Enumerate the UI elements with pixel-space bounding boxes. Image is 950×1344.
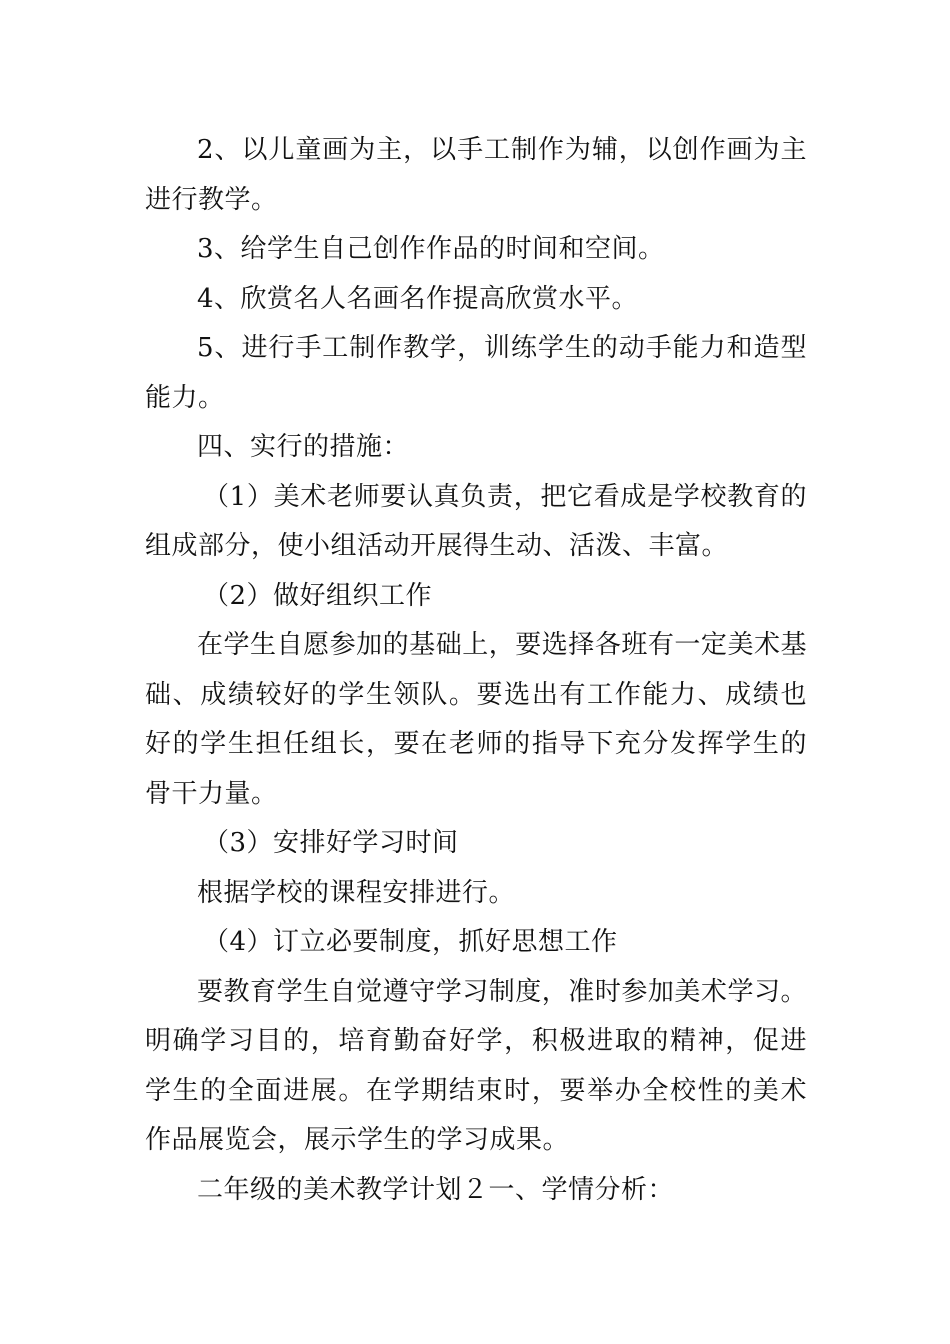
- measure-3-heading: （3）安排好学习时间: [203, 828, 459, 858]
- paragraph-item-2: 2、以儿童画为主，以手工制作为辅，以创作画为主进行教学。: [145, 135, 807, 215]
- measure-4-body: 要教育学生自觉遵守学习制度，准时参加美术学习。明确学习目的，培育勤奋好学，积极进取的精神，促进学生的全面进展。在学期结束时，要举办全校性的美术作品展览会，展示学生的学习成果。: [145, 976, 807, 1155]
- measure-2-body: 在学生自愿参加的基础上，要选择各班有一定美术基础、成绩较好的学生领队。要选出有工作能力、成绩也好的学生担任组长，要在老师的指导下充分发挥学生的骨干力量。: [145, 630, 807, 809]
- section-heading-measures: 四、实行的措施：: [197, 432, 410, 462]
- measure-4-heading: （4）订立必要制度，抓好思想工作: [203, 927, 618, 957]
- paragraph-item-3: 3、给学生自己创作作品的时间和空间。: [197, 234, 665, 264]
- measure-2-heading: （2）做好组织工作: [203, 580, 433, 611]
- paragraph-item-4: 4、欣赏名人名画名作提高欣赏水平。: [197, 283, 639, 314]
- document-body: [145, 126, 807, 1215]
- paragraph-item-5: 5、进行手工制作教学，训练学生的动手能力和造型能力。: [145, 333, 807, 413]
- next-plan-heading: 二年级的美术教学计划２一、学情分析：: [197, 1174, 675, 1205]
- measure-1: （1）美术老师要认真负责，把它看成是学校教育的组成部分，使小组活动开展得生动、活泼、丰富。: [145, 481, 807, 561]
- measure-3-body: 根据学校的课程安排进行。: [197, 877, 516, 908]
